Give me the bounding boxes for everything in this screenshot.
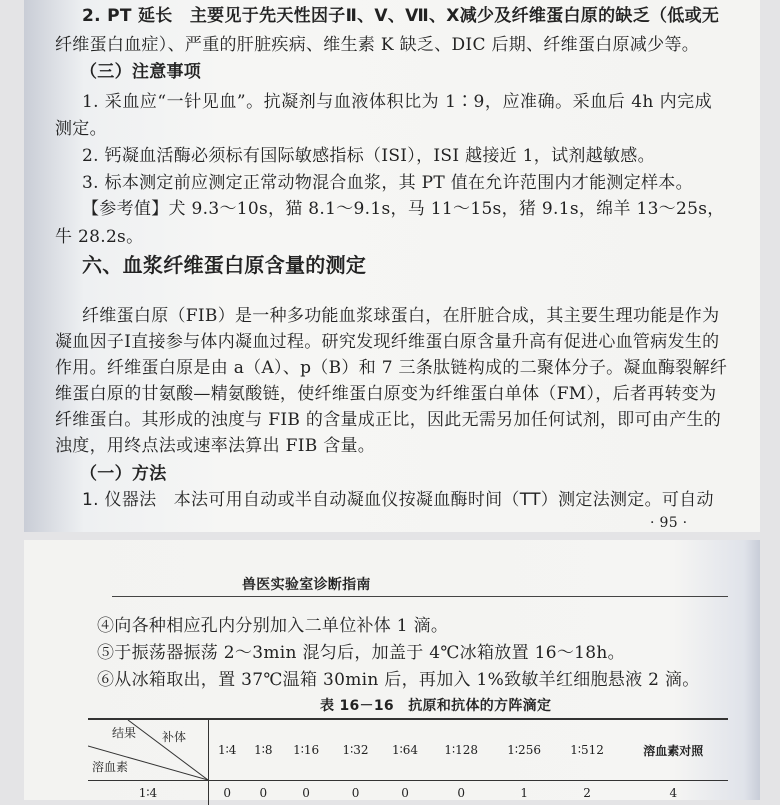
table-header-row [88,719,728,781]
corner-cell [88,719,209,781]
text-line: 浊度，用终点法或速率法算出 FIB 含量。 [55,435,375,457]
table-cell: 2 [556,781,619,805]
corner-result: 结果 [112,724,136,741]
section-heading: （一）方法 [80,463,167,485]
page-number: · 95 · [650,512,687,534]
table-cell: 0 [331,781,380,805]
text-line: 2. PT 延长 主要见于先天性因子Ⅱ、Ⅴ、Ⅶ、Ⅹ减少及纤维蛋白原的缺乏（低或无 [82,5,712,27]
row-label: 1∶4 [88,781,209,805]
table-cell: 1 [493,781,556,805]
step-line: ⑤于振荡器振荡 2～3min 混匀后，加盖于 4℃冰箱放置 16～18h。 [97,642,625,664]
text-line: 2. 钙凝血活酶必须标有国际敏感指标（ISI），ISI 越接近 1，试剂越敏感。 [82,145,655,167]
titration-table [88,718,728,805]
column-header: 溶血素对照 [619,719,728,781]
text-line: 【参考值】犬 9.3～10s，猫 8.1～9.1s，马 11～15s，猪 9.1s，绵羊 13～25s， [82,198,712,220]
table-title: 表 16－16 抗原和抗体的方阵滴定 [320,695,551,717]
chapter-heading: 六、血浆纤维蛋白原含量的测定 [82,254,366,276]
column-header: 1∶64 [380,719,429,781]
table-cell: 0 [430,781,493,805]
column-header: 1∶256 [493,719,556,781]
text-line: 凝血因子Ⅰ直接参与体内凝血过程。研究发现纤维蛋白原含量升高有促进心血管病发生的 [55,331,712,353]
corner-complement: 补体 [162,728,186,745]
corner-hemolysin: 溶血素 [92,758,128,775]
running-head: 兽医实验室诊断指南 [242,574,371,596]
text-line: 3. 标本测定前应测定正常动物混合血浆，其 PT 值在允许范围内才能测定样本。 [82,172,693,194]
header-rule [112,596,728,597]
step-line: ④向各种相应孔内分别加入二单位补体 1 滴。 [97,615,448,637]
table-cell: 0 [245,781,281,805]
text-line: 维蛋白原的甘氨酸—精氨酸链，使纤维蛋白原变为纤维蛋白单体（FM），后者再转变为 [55,383,712,405]
text-line: 纤维蛋白血症）、严重的肝脏疾病、维生素 K 缺乏、DIC 后期、纤维蛋白原减少等。 [55,34,699,56]
column-header: 1∶4 [209,719,246,781]
text-line: 纤维蛋白原（FIB）是一种多功能血浆球蛋白，在肝脏合成，其主要生理功能是作为 [82,305,712,327]
text-line: 牛 28.2s。 [55,226,143,248]
text-line: 测定。 [55,118,107,140]
table-row [88,781,728,805]
column-header: 1∶32 [331,719,380,781]
table-cell: 0 [209,781,246,805]
table-cell: 0 [281,781,330,805]
table-cell: 0 [380,781,429,805]
table-cell: 4 [619,781,728,805]
text-line: 1. 仪器法 本法可用自动或半自动凝血仪按凝血酶时间（TT）测定法测定。可自动 [82,489,712,511]
column-header: 1∶128 [430,719,493,781]
text-line: 1. 采血应“一针见血”。抗凝剂与血液体积比为 1∶9，应准确。采血后 4h 内完成 [82,91,712,113]
column-header: 1∶8 [245,719,281,781]
section-heading: （三）注意事项 [80,61,201,83]
text-line: 纤维蛋白。其形成的浊度与 FIB 的含量成正比，因此无需另加任何试剂，即可由产生的 [55,409,712,431]
column-header: 1∶16 [281,719,330,781]
column-header: 1∶512 [556,719,619,781]
text-line: 作用。纤维蛋白原是由 a（A）、p（B）和 7 三条肽链构成的二聚体分子。凝血酶裂解纤 [55,357,712,379]
step-line: ⑥从冰箱取出，置 37℃温箱 30min 后，再加入 1%致敏羊红细胞悬液 2 滴。 [97,669,700,691]
